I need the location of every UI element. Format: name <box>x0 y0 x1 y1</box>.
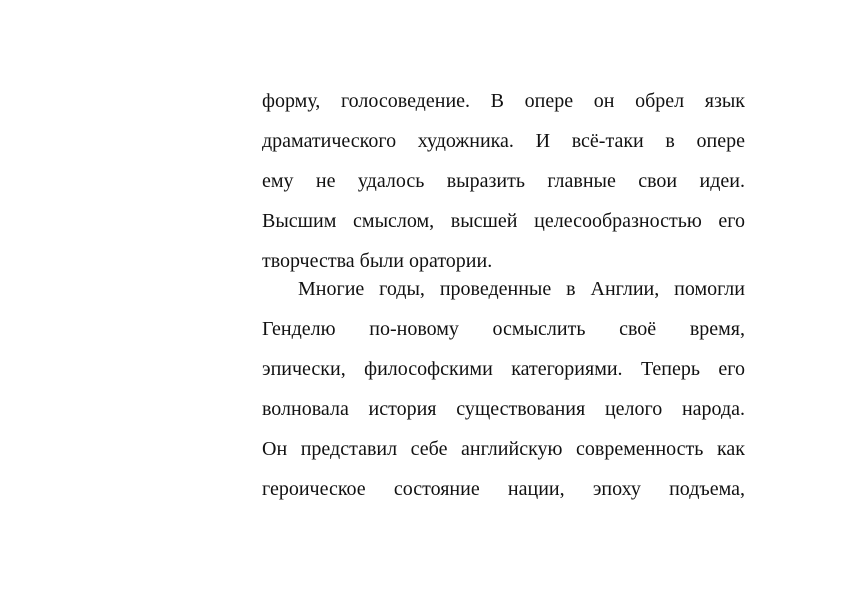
text-line-11: героическое состояние нации, эпоху подъема, <box>262 478 745 500</box>
text-line-4: Высшим смыслом, высшей целесообразностью его <box>262 210 745 232</box>
text-line-9: волновала история существования целого народа. <box>262 398 745 420</box>
text-line-3: ему не удалось выразить главные свои идеи. <box>262 170 745 192</box>
text-line-5-paragraph-end: творчества были оратории. <box>262 250 493 272</box>
text-line-10: Он представил себе английскую современность как <box>262 438 745 460</box>
text-line-2: драматического художника. И всё-таки в опере <box>262 130 745 152</box>
body-text <box>262 85 745 513</box>
text-line-6-paragraph-start: Многие годы, проведенные в Англии, помогли <box>298 278 745 300</box>
text-line-1: форму, голосоведение. В опере он обрел язык <box>262 90 745 112</box>
text-line-8: эпически, философскими категориями. Теперь его <box>262 358 745 380</box>
text-line-7: Генделю по-новому осмыслить своё время, <box>262 318 745 340</box>
